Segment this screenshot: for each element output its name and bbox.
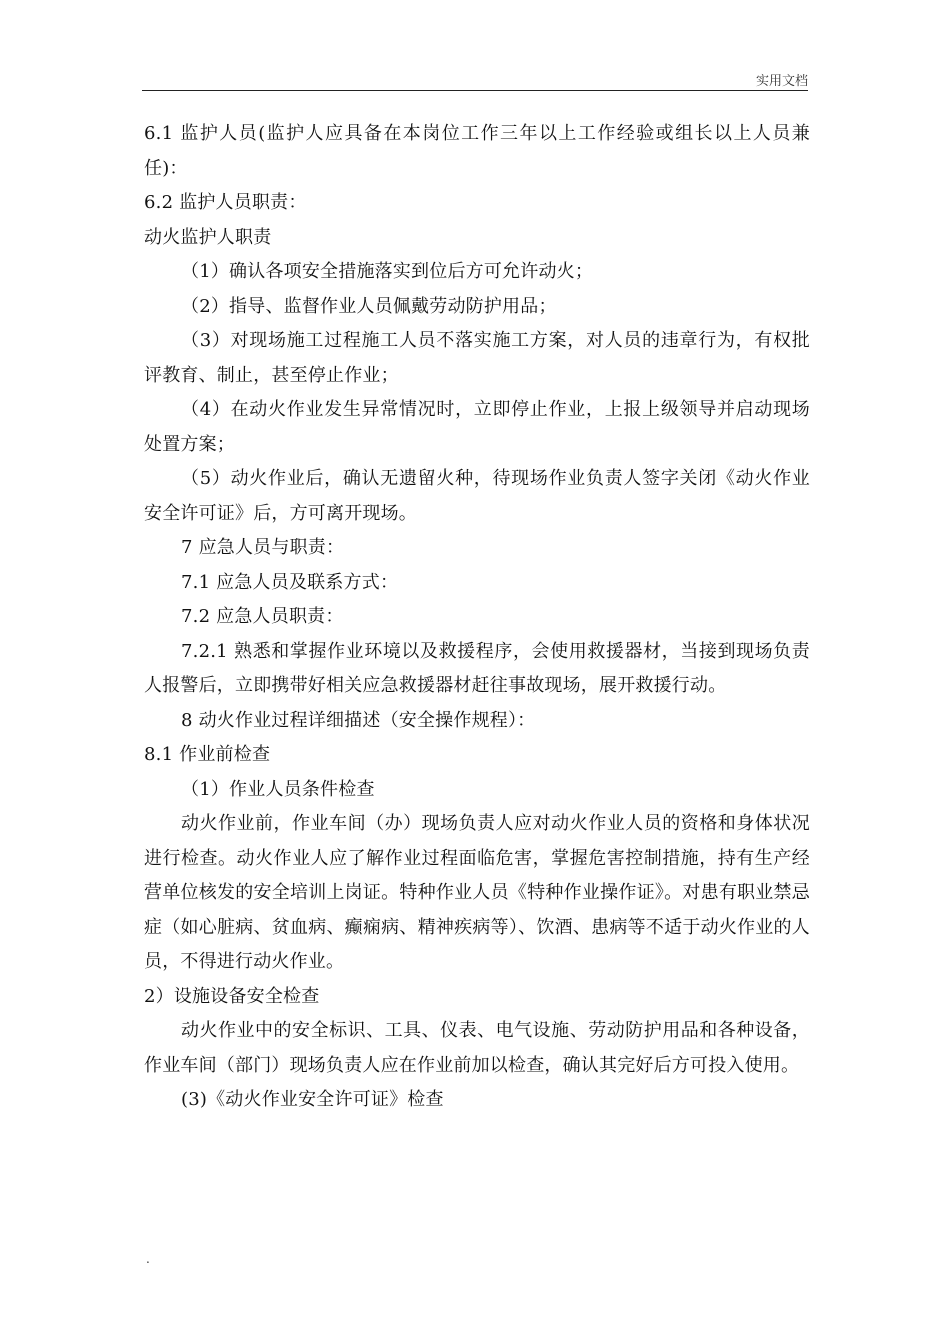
paragraph: 8 动火作业过程详细描述（安全操作规程）： bbox=[181, 709, 536, 731]
paragraph: （2）指导、监督作业人员佩戴劳动防护用品； bbox=[181, 295, 557, 317]
paragraph: 6.2 监护人员职责： bbox=[144, 192, 307, 213]
paragraph: 7.2.1 熟悉和掌握作业环境以及救援程序，会使用救援器材，当接到现场负责人报警后，立即携带好相关应急救援器材赶往事故现场，展开救援行动。 bbox=[144, 640, 810, 696]
paragraph: 动火监护人职责 bbox=[144, 226, 272, 248]
footer-mark: . bbox=[146, 1252, 150, 1266]
paragraph: 8.1 作业前检查 bbox=[144, 744, 271, 765]
page-header-label: 实用文档 bbox=[755, 74, 808, 89]
paragraph: 动火作业中的安全标识、工具、仪表、电气设施、劳动防护用品和各种设备，作业车间（部门）现场负责人应在作业前加以检查，确认其完好后方可投入使用。 bbox=[144, 1020, 810, 1076]
paragraph: 2）设施设备安全检查 bbox=[144, 985, 320, 1007]
paragraph: （5）动火作业后，确认无遗留火种，待现场作业负责人签字关闭《动火作业安全许可证》后，方可离开现场。 bbox=[144, 468, 810, 524]
paragraph: 7.1 应急人员及联系方式： bbox=[181, 571, 399, 593]
paragraph: 7 应急人员与职责： bbox=[181, 537, 345, 558]
paragraph: （1）确认各项安全措施落实到位后方可允许动火； bbox=[181, 261, 594, 282]
paragraph: (3)《动火作业安全许可证》检查 bbox=[181, 1089, 444, 1110]
paragraph: （3）对现场施工过程施工人员不落实施工方案，对人员的违章行为，有权批评教育、制止，甚至停止作业； bbox=[144, 330, 810, 386]
paragraph: 7.2 应急人员职责： bbox=[181, 606, 344, 627]
header-divider bbox=[142, 90, 808, 91]
paragraph: 6.1 监护人员(监护人应具备在本岗位工作三年以上工作经验或组长以上人员兼任)： bbox=[144, 123, 810, 179]
paragraph: （4）在动火作业发生异常情况时，立即停止作业，上报上级领导并启动现场处置方案； bbox=[144, 399, 810, 455]
document-body bbox=[144, 117, 810, 1118]
paragraph: （1）作业人员条件检查 bbox=[181, 778, 375, 800]
paragraph: 动火作业前，作业车间（办）现场负责人应对动火作业人员的资格和身体状况进行检查。动火作业人应了解作业过程面临危害，掌握危害控制措施，持有生产经营单位核发的安全培训上岗证。特种作业人员《特种作业操作证》。对患有职业禁忌症（如心脏病、贫血病、癫痫病、精神疾病等）、饮酒、患病等不适于动火作业的人员，不得进行动火作业。 bbox=[144, 813, 810, 972]
